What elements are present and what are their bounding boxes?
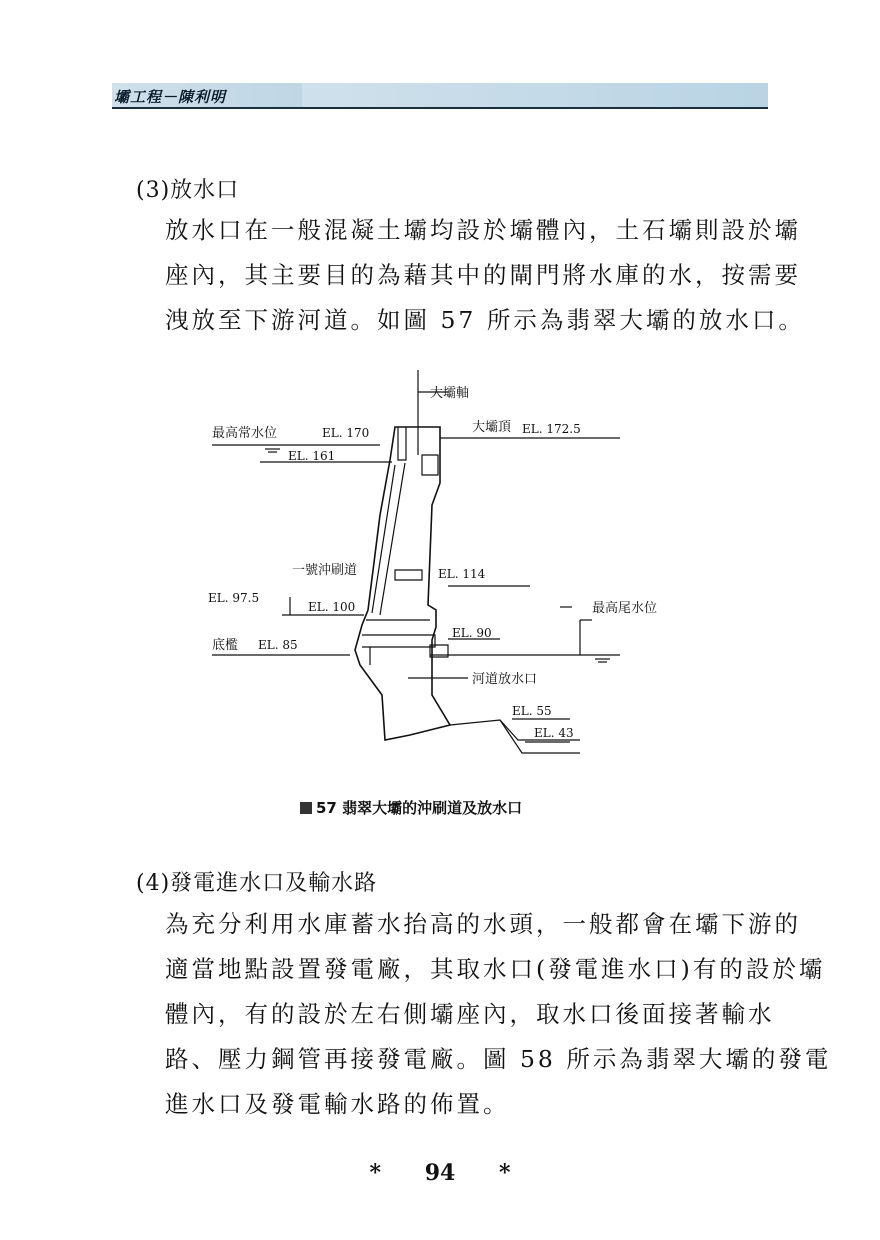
label-el43: EL. 43 xyxy=(534,726,574,740)
section-3-heading: (3)放水口 xyxy=(136,178,240,203)
label-dam-axis: 大壩軸 xyxy=(430,386,470,401)
paragraph-line: 為充分利用水庫蓄水抬高的水頭，一般都會在壩下游的 xyxy=(165,910,801,938)
dam-cross-section-diagram xyxy=(200,365,658,785)
paragraph-line: 路、壓力鋼管再接發電廠。圖 58 所示為翡翠大壩的發電 xyxy=(165,1045,832,1073)
label-dam-crest: 大壩頂 xyxy=(472,420,512,435)
caption-text: 57 翡翠大壩的沖刷道及放水口 xyxy=(316,799,523,817)
section-3-paragraph xyxy=(165,208,805,343)
label-el90: EL. 90 xyxy=(452,626,492,640)
label-sill: 底檻 xyxy=(212,638,239,653)
section-4-paragraph xyxy=(165,902,832,1127)
label-el161: EL. 161 xyxy=(288,449,336,463)
label-el85: EL. 85 xyxy=(258,638,298,652)
label-max-normal-level: 最高常水位 xyxy=(212,426,278,441)
paragraph-line: 放水口在一般混凝土壩均設於壩體內，土石壩則設於壩 xyxy=(165,216,801,244)
label-el1725: EL. 172.5 xyxy=(522,422,581,436)
section-4-heading: (4)發電進水口及輸水路 xyxy=(136,871,378,896)
page-number: 94 xyxy=(424,1160,456,1186)
header-title: 壩工程－陳利明 xyxy=(114,88,227,106)
label-max-tail-level: 最高尾水位 xyxy=(592,601,658,616)
star-left: * xyxy=(369,1160,382,1186)
paragraph-line: 體內，有的設於左右側壩座內，取水口後面接著輸水 xyxy=(165,1000,775,1028)
label-el55: EL. 55 xyxy=(512,704,552,718)
paragraph-line: 洩放至下游河道。如圖 57 所示為翡翠大壩的放水口。 xyxy=(165,306,805,334)
figure-caption xyxy=(300,797,522,818)
dam-figure xyxy=(200,365,658,785)
paragraph-line: 進水口及發電輸水路的佈置。 xyxy=(165,1090,510,1118)
label-el170: EL. 170 xyxy=(322,426,370,440)
paragraph-line: 座內，其主要目的為藉其中的閘門將水庫的水，按需要 xyxy=(165,261,801,289)
label-el100: EL. 100 xyxy=(308,600,356,614)
label-sluiceway: 一號沖刷道 xyxy=(292,563,358,578)
star-right: * xyxy=(498,1160,511,1186)
page-footer xyxy=(0,1160,880,1186)
caption-marker xyxy=(300,802,312,814)
label-river-outlet: 河道放水口 xyxy=(472,672,538,687)
paragraph-line: 適當地點設置發電廠，其取水口(發電進水口)有的設於壩 xyxy=(165,955,826,983)
label-el114: EL. 114 xyxy=(438,567,486,581)
label-el975: EL. 97.5 xyxy=(208,591,260,605)
